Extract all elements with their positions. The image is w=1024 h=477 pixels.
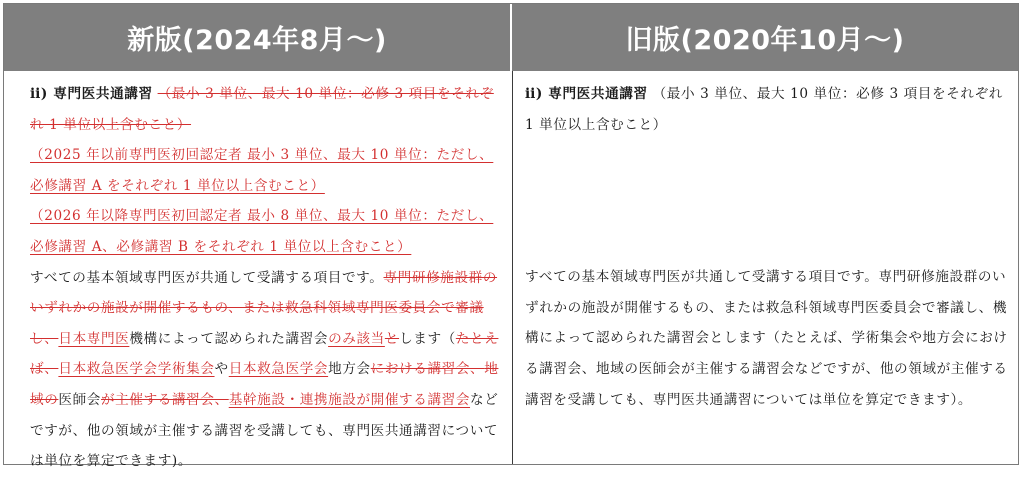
text-segment: などですが、他の領域が主催する講習を受講しても、専門医共通講習については単位を算定できます)。: [30, 391, 499, 470]
text-segment: すべての基本領域専門医が共通して受講する項目です。: [30, 269, 384, 286]
inserted-segment: 日本救急医学会学術集会: [58, 361, 215, 378]
old-item-label: ⅱ) 専門医共通講習: [525, 86, 648, 102]
new-version-column: [4, 71, 513, 470]
text-segment: 機構によって認められた講習会: [129, 330, 329, 347]
old-version-header: 旧版(2020年10月～): [512, 4, 1018, 71]
blank-space: [525, 140, 1008, 262]
deleted-segment: たとえば、: [30, 330, 499, 378]
new-2025-requirement: [30, 140, 506, 201]
deleted-segment: 地域の: [30, 361, 499, 408]
new-item-label: ⅱ) 専門医共通講習: [30, 86, 153, 102]
deleted-segment: と: [384, 330, 400, 347]
inserted-2025-requirement: （2025 年以前専門医初回認定者 最小 3 単位、最大 10 単位：ただし、必修講習 A をそれぞれ 1 単位以上含むこと）: [30, 147, 494, 194]
inserted-2026-requirement: （2026 年以降専門医初回認定者 最小 8 単位、最大 10 単位：ただし、必修講習 A、必修講習 B をそれぞれ 1 単位以上含むこと）: [30, 208, 494, 255]
new-item-heading: [30, 79, 506, 140]
new-2026-requirement: [30, 201, 506, 262]
table-header: [4, 4, 1018, 71]
new-version-header: 新版(2024年8月～): [4, 4, 512, 71]
old-item-heading: [525, 79, 1008, 140]
comparison-table: [3, 3, 1019, 470]
deleted-segment: が主催する講習会、: [100, 391, 229, 408]
inserted-segment: のみ該当: [328, 330, 385, 347]
inserted-segment: 基幹施設・連携施設が開催する講習会: [228, 391, 471, 408]
deleted-segment: 専門研修施設群のいずれかの施設が開催するもの、または救急科領域専門医委員会で審議し、: [30, 269, 498, 347]
text-segment: 地方会: [328, 361, 371, 378]
text-segment: 医師会: [58, 391, 101, 408]
table-body: [4, 71, 1018, 470]
old-body-paragraph: すべての基本領域専門医が共通して受講する項目です。専門研修施設群のいずれかの施設が開催するもの、または救急科領域専門医委員会で審議し、機構によって認められた講習会とします（たとえば、学術集会や地方会における講習会、地域の医師会が主催する講習会などですが、他の領域が主催する講習を受講しても、専門医共通講習については単位を算定できます）。: [525, 269, 1008, 408]
inserted-segment: 日本専門医: [58, 330, 130, 347]
deleted-unit-requirement: （最小 3 単位、最大 10 単位：必修 3 項目をそれぞれ 1 単位以上含むこと）: [30, 86, 494, 133]
text-segment: します（: [399, 330, 456, 347]
old-version-column: [513, 71, 1018, 464]
old-unit-requirement: （最小 3 単位、最大 10 単位：必修 3 項目をそれぞれ 1 単位以上含むこと）: [525, 86, 1003, 133]
inserted-segment: 日本救急医学会: [228, 361, 329, 378]
text-segment: や: [214, 361, 229, 378]
new-body-paragraph: [30, 263, 506, 477]
deleted-segment: における講習会、: [370, 361, 485, 378]
